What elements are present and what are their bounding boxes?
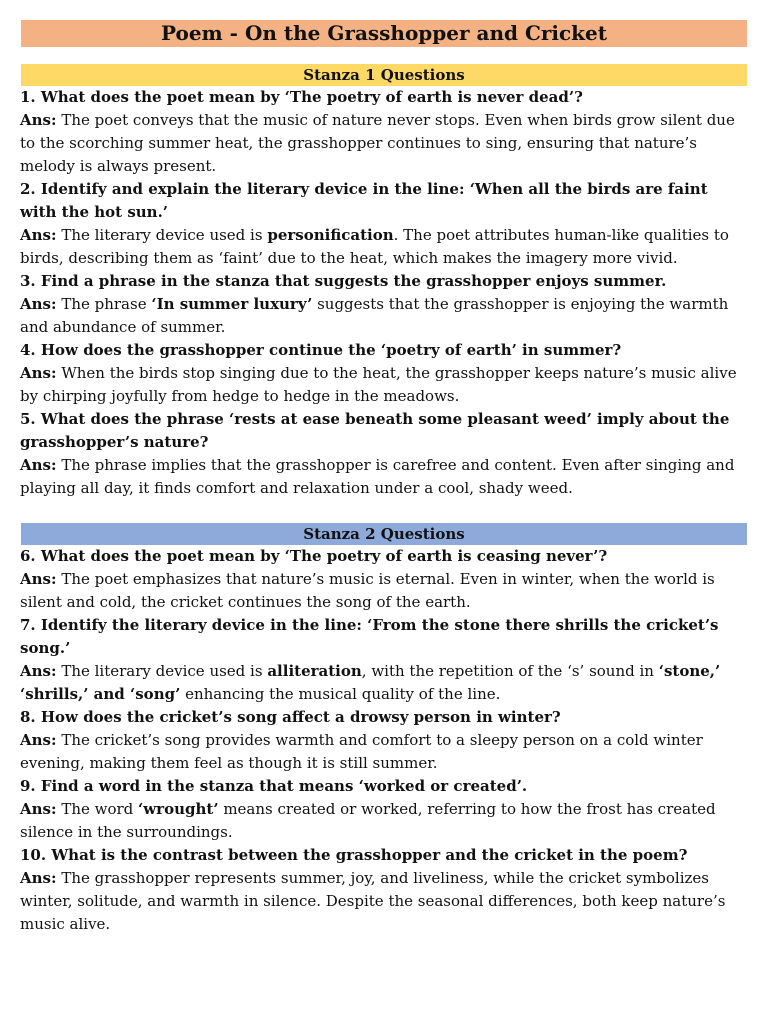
stanza-2-heading: Stanza 2 Questions xyxy=(21,523,747,545)
answer-label: Ans: xyxy=(20,364,57,382)
answer-text xyxy=(20,109,748,178)
question-text: 2. Identify and explain the literary device in the line: ‘When all the birds are faint with the hot sun.’ xyxy=(20,180,708,221)
answer-highlight: ‘In summer luxury’ xyxy=(151,295,313,313)
answer-label: Ans: xyxy=(20,869,57,887)
question-text: 7. Identify the literary device in the line: ‘From the stone there shrills the cricket’s song.’ xyxy=(20,616,719,657)
answer-text xyxy=(20,362,748,408)
answer-text xyxy=(20,568,748,614)
answer-label: Ans: xyxy=(20,456,57,474)
answer-label: Ans: xyxy=(20,800,57,818)
answer-segment: The literary device used is xyxy=(61,226,268,244)
answer-segment: enhancing the musical quality of the line. xyxy=(180,685,501,703)
answer-highlight: ‘wrought’ xyxy=(138,800,219,818)
answer-segment: , with the repetition of the ‘s’ sound in xyxy=(361,662,659,680)
answer-label: Ans: xyxy=(20,295,57,313)
answer-segment: The phrase implies that the grasshopper is carefree and content. Even after singing and playing all day, it finds comfort and relaxation under a cool, shady weed. xyxy=(20,456,735,497)
answer-text xyxy=(20,660,748,706)
answer-segment: The literary device used is xyxy=(61,662,268,680)
answer-label: Ans: xyxy=(20,226,57,244)
answer-highlight: alliteration xyxy=(267,662,362,680)
answer-label: Ans: xyxy=(20,662,57,680)
answer-text xyxy=(20,798,748,844)
answer-segment: When the birds stop singing due to the heat, the grasshopper keeps nature’s music alive by chirping joyfully from hedge to hedge in the meadows. xyxy=(20,364,737,405)
answer-label: Ans: xyxy=(20,731,57,749)
answer-text xyxy=(20,293,748,339)
question-text: 1. What does the poet mean by ‘The poetry of earth is never dead’? xyxy=(20,88,583,106)
answer-text xyxy=(20,224,748,270)
page-title: Poem - On the Grasshopper and Cricket xyxy=(21,20,747,47)
question-text: 6. What does the poet mean by ‘The poetry of earth is ceasing never’? xyxy=(20,547,608,565)
stanza-1-heading: Stanza 1 Questions xyxy=(21,64,747,86)
question-text: 4. How does the grasshopper continue the ‘poetry of earth’ in summer? xyxy=(20,341,622,359)
answer-segment: The phrase xyxy=(61,295,152,313)
answer-segment: The grasshopper represents summer, joy, and liveliness, while the cricket symbolizes winter, solitude, and warmth in silence. Despite the seasonal differences, both keep nature’s music alive. xyxy=(20,869,726,933)
stanza-2-qa-list xyxy=(20,545,748,936)
question-text: 5. What does the phrase ‘rests at ease beneath some pleasant weed’ imply about the grasshopper’s nature? xyxy=(20,410,730,451)
answer-text xyxy=(20,454,748,500)
answer-segment: . The poet attributes human-like qualities to birds, describing them as ‘faint’ due to the heat, which makes the imagery more vivid. xyxy=(20,226,729,267)
answer-label: Ans: xyxy=(20,111,57,129)
question-text: 10. What is the contrast between the grasshopper and the cricket in the poem? xyxy=(20,846,688,864)
answer-segment: The poet emphasizes that nature’s music is eternal. Even in winter, when the world is silent and cold, the cricket continues the song of the earth. xyxy=(20,570,715,611)
answer-text xyxy=(20,729,748,775)
answer-segment: means created or worked, referring to how the frost has created silence in the surroundings. xyxy=(20,800,716,841)
answer-segment: The word xyxy=(61,800,139,818)
answer-text xyxy=(20,867,748,936)
stanza-1-qa-list xyxy=(20,86,748,500)
answer-highlight: personification xyxy=(267,226,394,244)
answer-label: Ans: xyxy=(20,570,57,588)
answer-highlight: ‘stone,’ ‘shrills,’ and ‘song’ xyxy=(20,662,721,703)
answer-segment: The cricket’s song provides warmth and comfort to a sleepy person on a cold winter evening, making them feel as though it is still summer. xyxy=(20,731,703,772)
question-text: 9. Find a word in the stanza that means ‘worked or created’. xyxy=(20,777,528,795)
answer-segment: The poet conveys that the music of nature never stops. Even when birds grow silent due to the scorching summer heat, the grasshopper continues to sing, ensuring that nature’s melody is always present. xyxy=(20,111,735,175)
question-text: 3. Find a phrase in the stanza that suggests the grasshopper enjoys summer. xyxy=(20,272,667,290)
question-text: 8. How does the cricket’s song affect a drowsy person in winter? xyxy=(20,708,561,726)
answer-segment: suggests that the grasshopper is enjoying the warmth and abundance of summer. xyxy=(20,295,729,336)
